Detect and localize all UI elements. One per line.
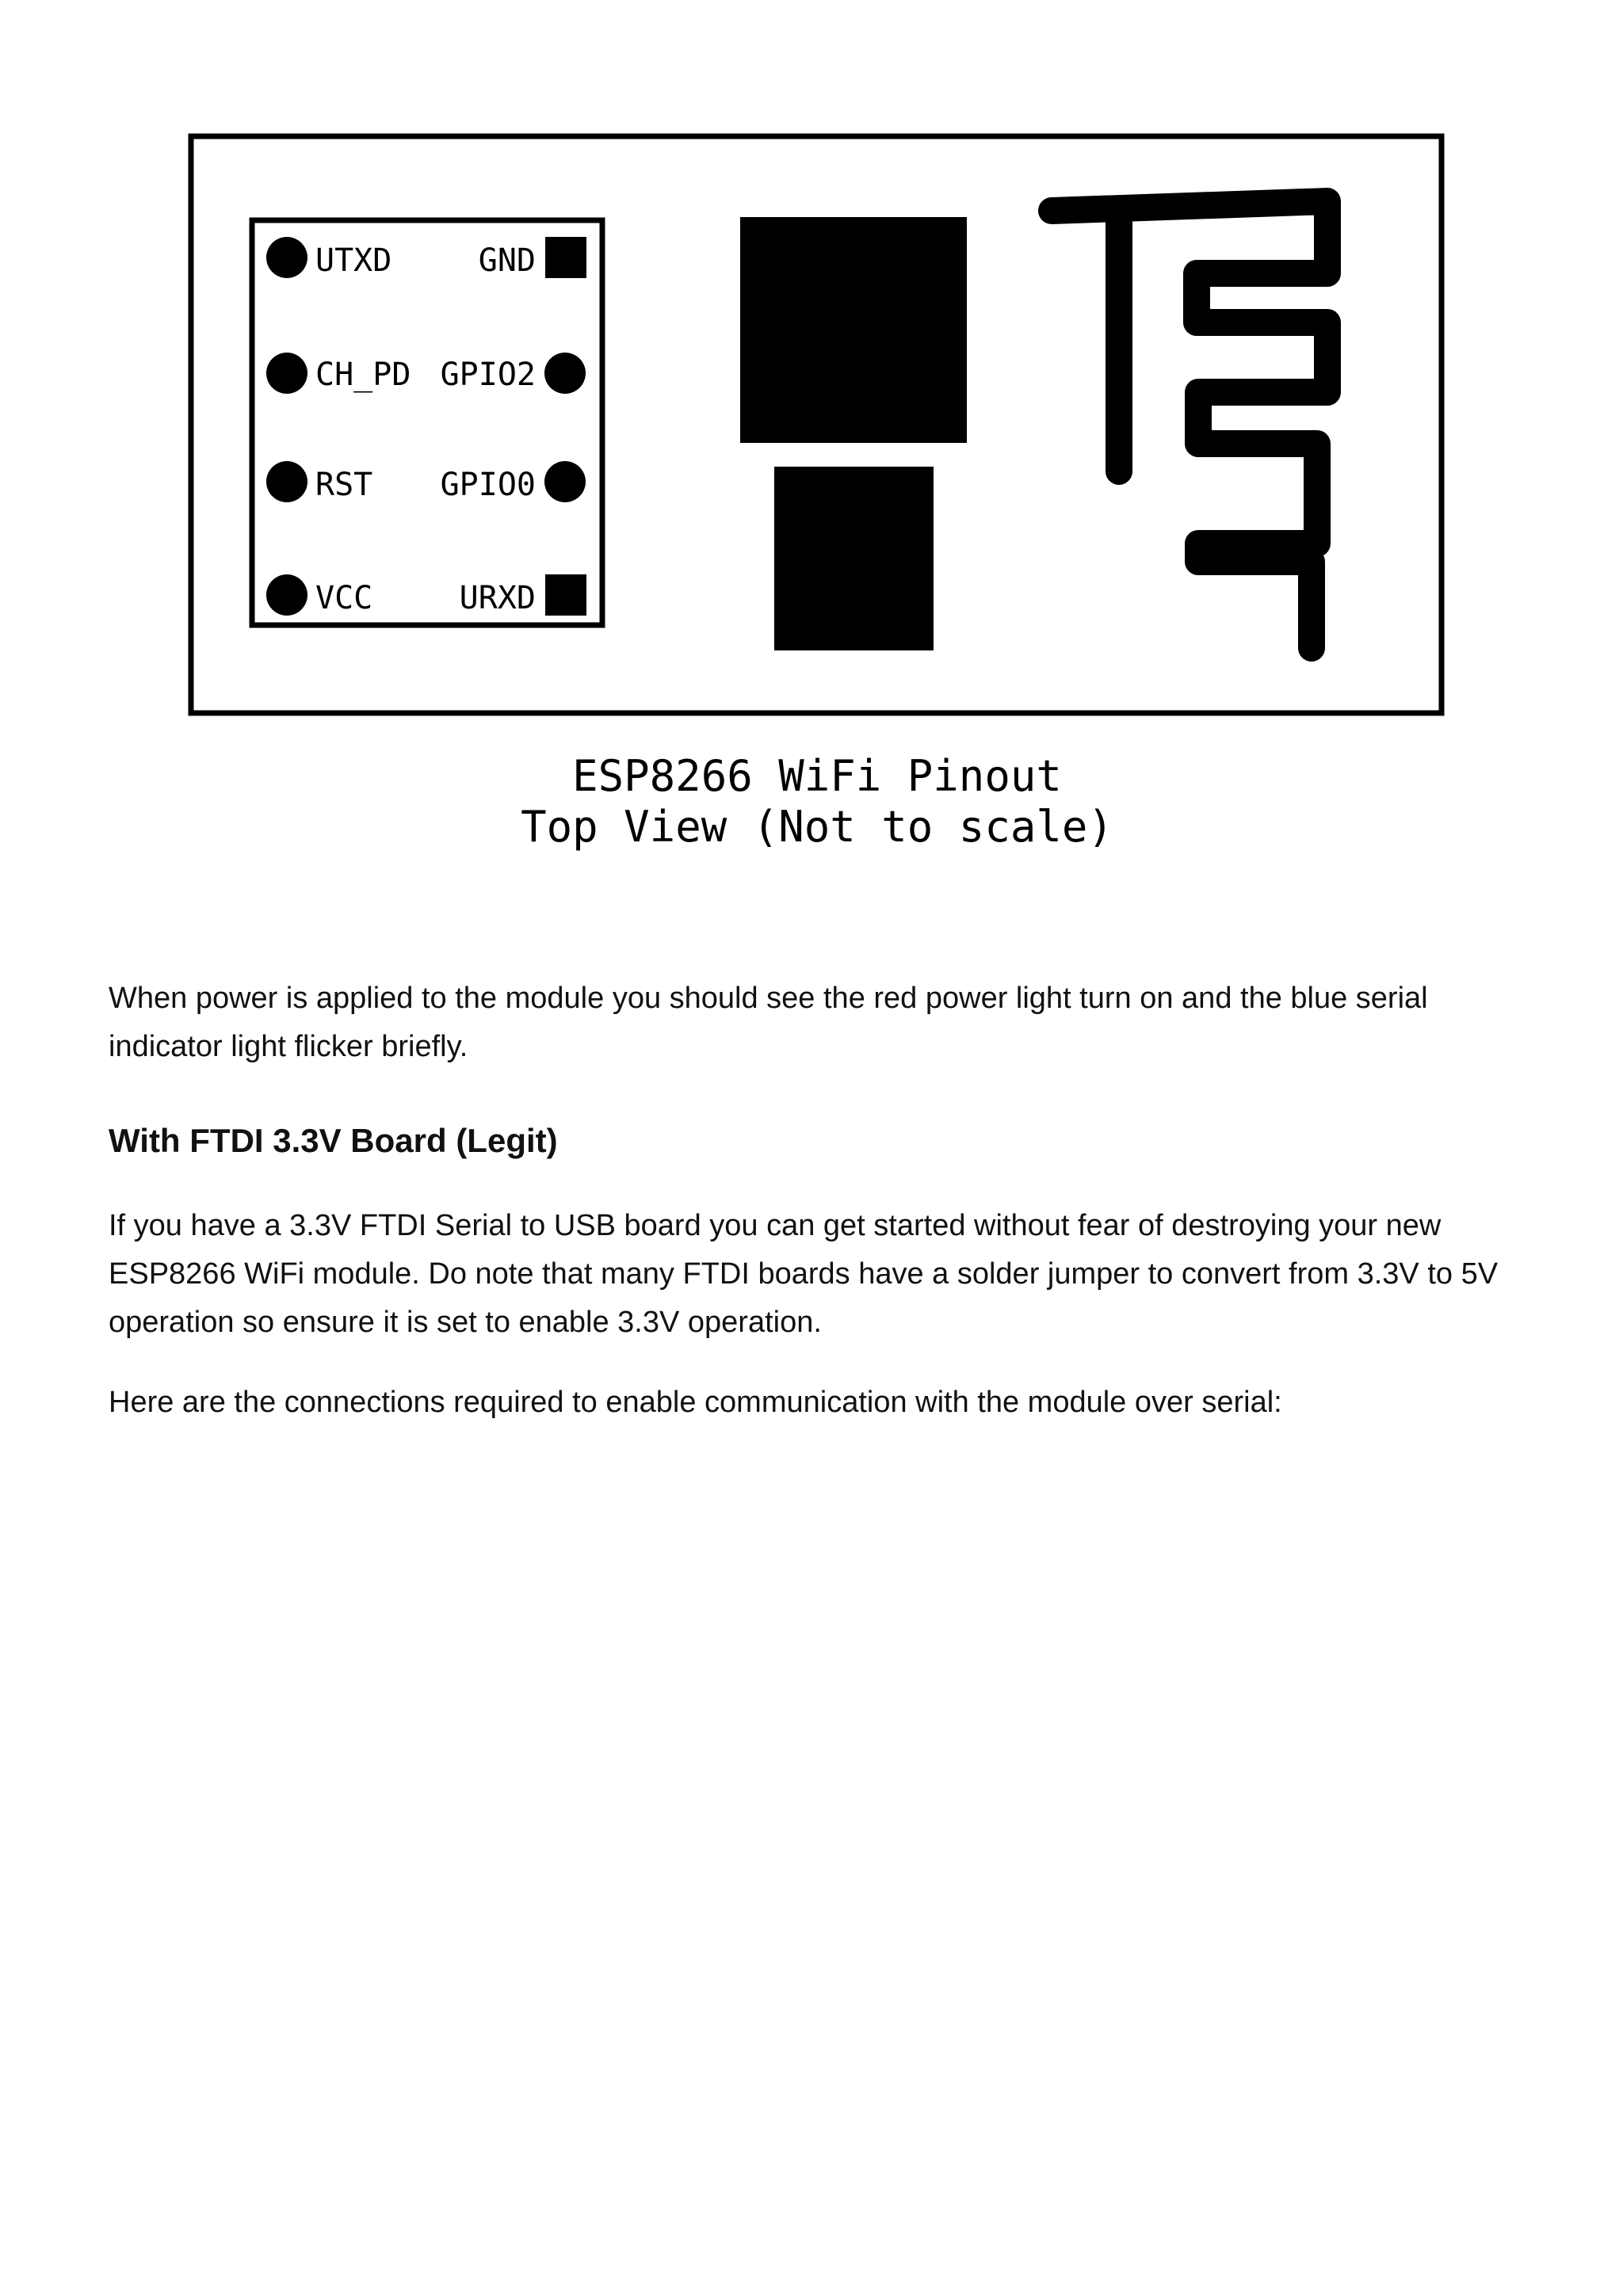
chip-small [774,467,934,650]
pin-label-gnd: GND [478,242,536,279]
pin-label-gpio0: GPIO0 [440,467,536,503]
diagram-caption-line1: ESP8266 WiFi Pinout [572,751,1062,801]
pin-header-box [252,220,602,625]
antenna-trace [1052,201,1327,648]
pin-label-vcc: VCC [315,580,373,616]
pin-label-rst: RST [315,467,373,503]
pin-rst-dot [266,461,307,502]
pin-utxd-dot [266,237,307,278]
paragraph-connections: Here are the connections required to enable communication with the module over serial: [109,1386,1282,1419]
diagram-caption-line2: Top View (Not to scale) [521,802,1113,852]
pin-urxd-square [545,574,586,616]
pin-label-utxd: UTXD [315,242,392,279]
pin-ch-pd-dot [266,353,307,394]
pin-label-ch-pd: CH_PD [315,357,411,393]
paragraph-ftdi-intro: If you have a 3.3V FTDI Serial to USB board you can get started without fear of destroying your new ESP8266 WiFi module. Do note that many FTDI boards have a solder jumper to convert from 3.3V to 5V operation so ensure it is set to enable 3.3V operation. [109,1209,1499,1339]
esp8266-pinout-diagram [0,0,1623,887]
pin-vcc-dot [266,574,307,616]
pin-gnd-square [545,237,586,278]
pin-gpio0-dot [544,461,586,502]
chip-large [740,217,967,443]
paragraph-power-light: When power is applied to the module you should see the red power light turn on and the blue serial indicator light flicker briefly. [109,982,1428,1063]
pin-label-gpio2: GPIO2 [440,357,536,393]
pin-label-urxd: URXD [459,580,536,616]
section-heading: With FTDI 3.3V Board (Legit) [109,1122,558,1159]
pin-gpio2-dot [544,353,586,394]
